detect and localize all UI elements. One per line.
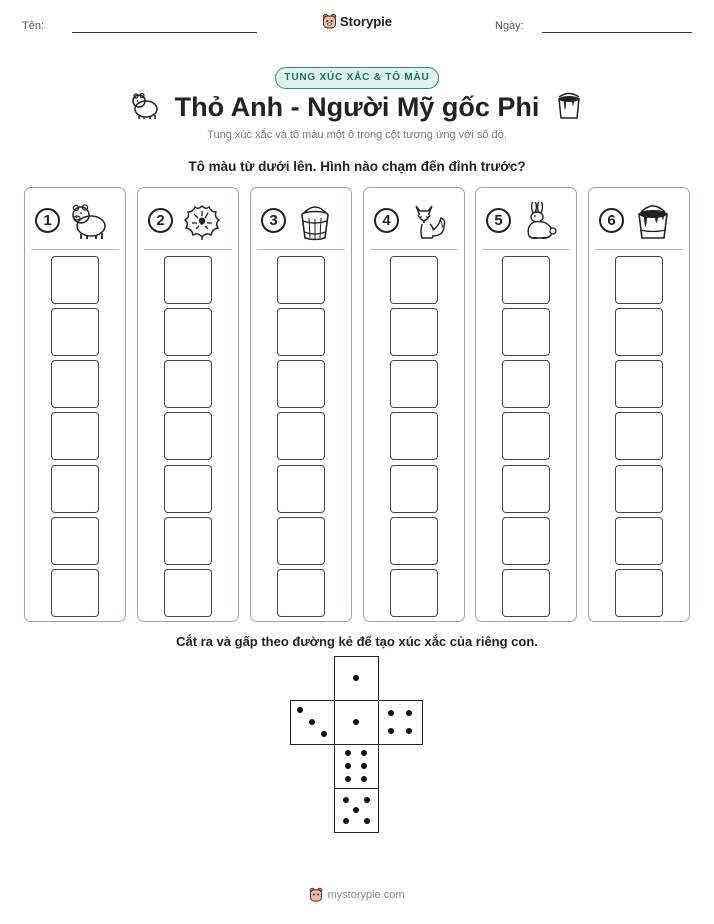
- color-cell[interactable]: [164, 360, 212, 408]
- color-cell[interactable]: [502, 465, 550, 513]
- column-header: [374, 202, 454, 242]
- rabbit-icon: [520, 202, 560, 247]
- fox-icon: [408, 202, 448, 247]
- dice-pip: [361, 776, 367, 782]
- dice-face-5: [334, 788, 379, 833]
- dice-pip: [309, 719, 315, 725]
- color-cell[interactable]: [164, 308, 212, 356]
- activity-badge: TUNG XÚC XẮC & TÔ MÀU: [275, 67, 439, 89]
- column-number: 4: [374, 208, 399, 233]
- color-cell[interactable]: [390, 569, 438, 617]
- color-cell[interactable]: [615, 308, 663, 356]
- dice-pip: [353, 807, 359, 813]
- storypie-mascot-icon: [309, 887, 323, 902]
- dice-pip: [353, 675, 359, 681]
- column-divider: [144, 249, 232, 250]
- dice-pip: [343, 797, 349, 803]
- dice-pip: [345, 750, 351, 756]
- storypie-mascot-icon: [322, 13, 337, 29]
- color-cell[interactable]: [390, 308, 438, 356]
- color-cell[interactable]: [390, 360, 438, 408]
- color-cell[interactable]: [390, 465, 438, 513]
- color-cell[interactable]: [277, 412, 325, 460]
- column-number: 1: [35, 208, 60, 233]
- color-cell[interactable]: [502, 256, 550, 304]
- dice-pip: [361, 763, 367, 769]
- column-2: [137, 187, 239, 622]
- dice-pip: [364, 818, 370, 824]
- column-divider: [482, 249, 570, 250]
- dice-face-6: [334, 744, 379, 789]
- color-cell[interactable]: [277, 360, 325, 408]
- footer: [0, 887, 714, 905]
- column-number: 3: [261, 208, 286, 233]
- color-cell[interactable]: [277, 256, 325, 304]
- dice-pip: [345, 776, 351, 782]
- dice-pip: [361, 750, 367, 756]
- color-cell[interactable]: [51, 412, 99, 460]
- dice-pip: [321, 731, 327, 737]
- dice-pip: [364, 797, 370, 803]
- bucket-icon: [295, 202, 335, 247]
- dice-pip: [388, 728, 394, 734]
- column-4: [363, 187, 465, 622]
- dice-pip: [345, 763, 351, 769]
- column-header: [486, 202, 566, 242]
- column-number: 5: [486, 208, 511, 233]
- column-number: 2: [148, 208, 173, 233]
- color-cell[interactable]: [390, 517, 438, 565]
- tar-bucket-icon: [556, 92, 582, 120]
- color-cell[interactable]: [51, 465, 99, 513]
- footer-url: mystorypie.com: [327, 888, 405, 901]
- column-divider: [595, 249, 683, 250]
- color-cell[interactable]: [51, 517, 99, 565]
- page-title: Thỏ Anh - Người Mỹ gốc Phi: [174, 92, 540, 122]
- color-cell[interactable]: [502, 360, 550, 408]
- logo: [0, 13, 714, 34]
- name-label: Tên:: [22, 20, 45, 32]
- color-cell[interactable]: [164, 256, 212, 304]
- logo-text: Storypie: [339, 13, 392, 29]
- color-cell[interactable]: [51, 256, 99, 304]
- subtitle: Tung xúc xắc và tô màu một ô trong cột tương ứng với số đó.: [207, 129, 507, 141]
- color-cell[interactable]: [164, 517, 212, 565]
- column-header: [261, 202, 341, 242]
- color-cell[interactable]: [164, 465, 212, 513]
- dice-pip: [406, 728, 412, 734]
- instruction: Tô màu từ dưới lên. Hình nào chạm đến đỉnh trước?: [188, 159, 526, 174]
- color-cell[interactable]: [502, 412, 550, 460]
- dice-pip: [343, 818, 349, 824]
- date-label: Ngày:: [495, 20, 524, 32]
- color-cell[interactable]: [277, 569, 325, 617]
- column-divider: [31, 249, 119, 250]
- color-cell[interactable]: [615, 517, 663, 565]
- column-number: 6: [599, 208, 624, 233]
- color-cell[interactable]: [390, 412, 438, 460]
- column-3: [250, 187, 352, 622]
- dice-pip: [297, 707, 303, 713]
- dice-face-4: [378, 700, 423, 745]
- color-cell[interactable]: [615, 412, 663, 460]
- color-cell[interactable]: [164, 569, 212, 617]
- column-header: [599, 202, 679, 242]
- dice-face-1: [334, 656, 379, 701]
- dice-pip: [353, 719, 359, 725]
- color-cell[interactable]: [502, 517, 550, 565]
- color-cell[interactable]: [502, 569, 550, 617]
- dice-face-1: [334, 700, 379, 745]
- color-cell[interactable]: [51, 569, 99, 617]
- color-cell[interactable]: [615, 465, 663, 513]
- column-5: [475, 187, 577, 622]
- dice-face-3: [290, 700, 335, 745]
- column-header: [35, 202, 115, 242]
- column-divider: [257, 249, 345, 250]
- color-cell[interactable]: [51, 308, 99, 356]
- dice-pip: [388, 710, 394, 716]
- column-6: [588, 187, 690, 622]
- color-cell[interactable]: [277, 308, 325, 356]
- bear-icon: [69, 202, 109, 247]
- color-cell[interactable]: [277, 465, 325, 513]
- column-1: [24, 187, 126, 622]
- color-cell[interactable]: [615, 256, 663, 304]
- dice-pip: [406, 710, 412, 716]
- tar-bucket-icon: [633, 202, 673, 247]
- column-header: [148, 202, 228, 242]
- color-cell[interactable]: [615, 569, 663, 617]
- color-cell[interactable]: [390, 256, 438, 304]
- bush-icon: [182, 202, 222, 247]
- color-cell[interactable]: [277, 517, 325, 565]
- color-cell[interactable]: [502, 308, 550, 356]
- color-cell[interactable]: [164, 412, 212, 460]
- color-cell[interactable]: [51, 360, 99, 408]
- cut-instruction: Cắt ra và gấp theo đường kẻ để tạo xúc xắc của riêng con.: [176, 634, 538, 649]
- color-cell[interactable]: [615, 360, 663, 408]
- column-divider: [370, 249, 458, 250]
